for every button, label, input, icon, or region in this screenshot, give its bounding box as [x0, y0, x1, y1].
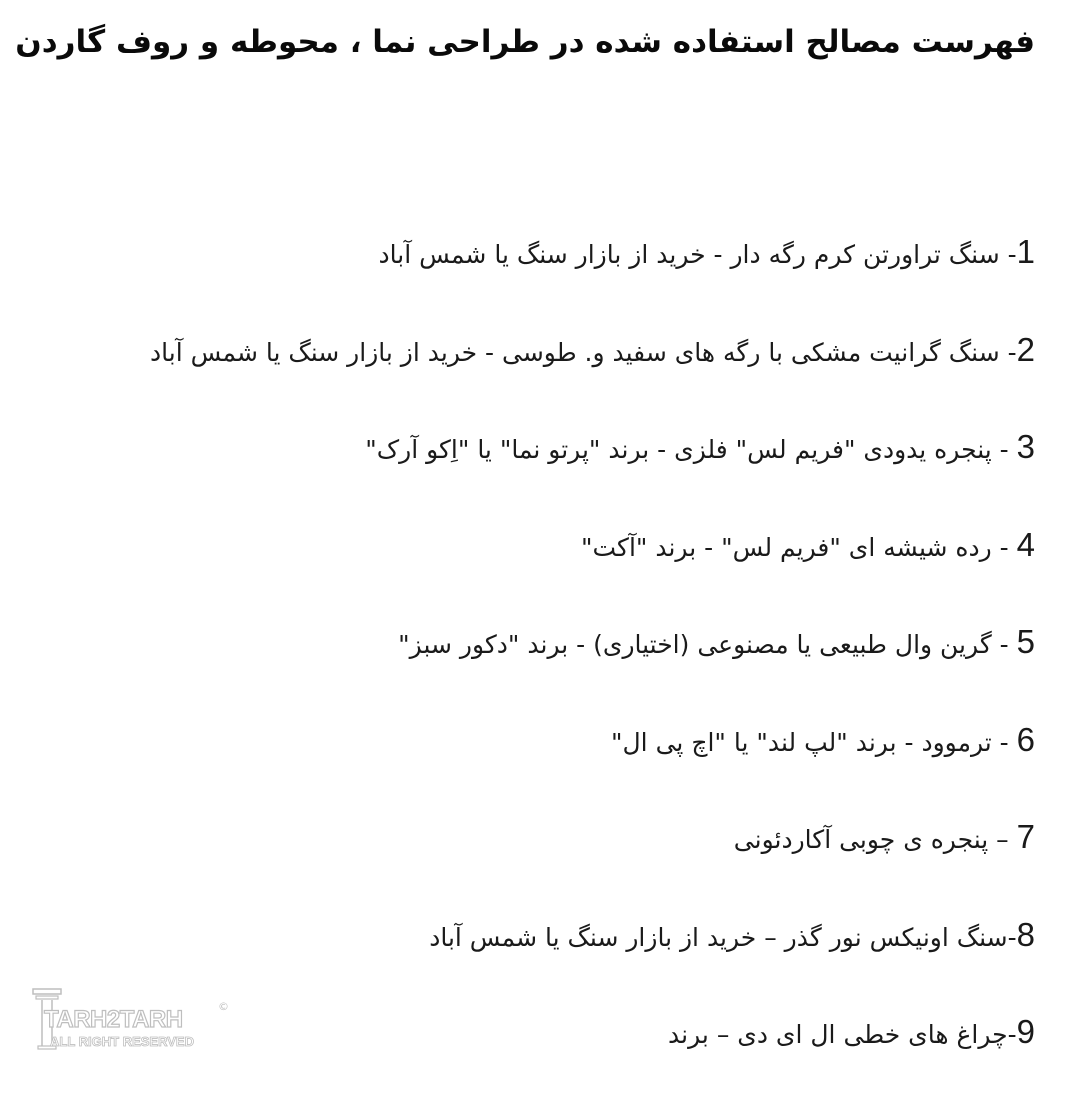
item-text: -چراغ های خطی ال ای دی – برند: [668, 1020, 1017, 1049]
item-text: – پنجره ی چوبی آکاردئونی: [733, 825, 1017, 854]
item-text: - گرین وال طبیعی یا مصنوعی (اختیاری) - برند "دکور سبز": [398, 630, 1017, 659]
item-number: 3: [1016, 428, 1035, 465]
materials-list: [35, 228, 1035, 1106]
item-number: 8: [1016, 915, 1035, 953]
item-number: 5: [1016, 623, 1035, 660]
list-item: [35, 521, 1035, 569]
page-title: فهرست مصالح استفاده شده در طراحی نما ، محوطه و روف گاردن: [15, 24, 1035, 60]
item-text: - سنگ گرانیت مشکی با رگه های سفید و. طوسی - خرید از بازار سنگ یا شمس آباد: [150, 337, 1017, 367]
list-item: [35, 423, 1035, 471]
list-item: [35, 911, 1035, 959]
item-number: 4: [1016, 525, 1035, 563]
item-number: 1: [1016, 233, 1035, 270]
watermark-logo: [28, 986, 238, 1056]
watermark-brand: TARH2TARH: [44, 1006, 183, 1033]
item-number: 7: [1016, 818, 1035, 855]
item-text: - ترموود - برند "لپ لند" یا "اچ پی ال": [611, 727, 1017, 757]
watermark-subtitle: ALL RIGHT RESERVED: [50, 1034, 194, 1049]
item-number: 2: [1016, 330, 1035, 368]
list-item: [35, 618, 1035, 666]
item-text: - پنجره یدودی "فریم لس" فلزی - برند "پرتو نما" یا "اِکو آرک": [365, 435, 1017, 464]
list-item: [35, 716, 1035, 764]
list-item: [35, 813, 1035, 861]
item-text: - رده شیشه ای "فریم لس" - برند "آکت": [581, 532, 1017, 562]
list-item: [35, 228, 1035, 276]
copyright-symbol: ©: [218, 1000, 229, 1013]
item-number: 9: [1016, 1013, 1035, 1050]
list-item: [35, 326, 1035, 374]
item-text: -سنگ اونیکس نور گذر – خرید از بازار سنگ یا شمس آباد: [429, 922, 1017, 952]
item-number: 6: [1016, 720, 1035, 758]
item-text: - سنگ تراورتن کرم رگه دار - خرید از بازار سنگ یا شمس آباد: [378, 240, 1017, 269]
